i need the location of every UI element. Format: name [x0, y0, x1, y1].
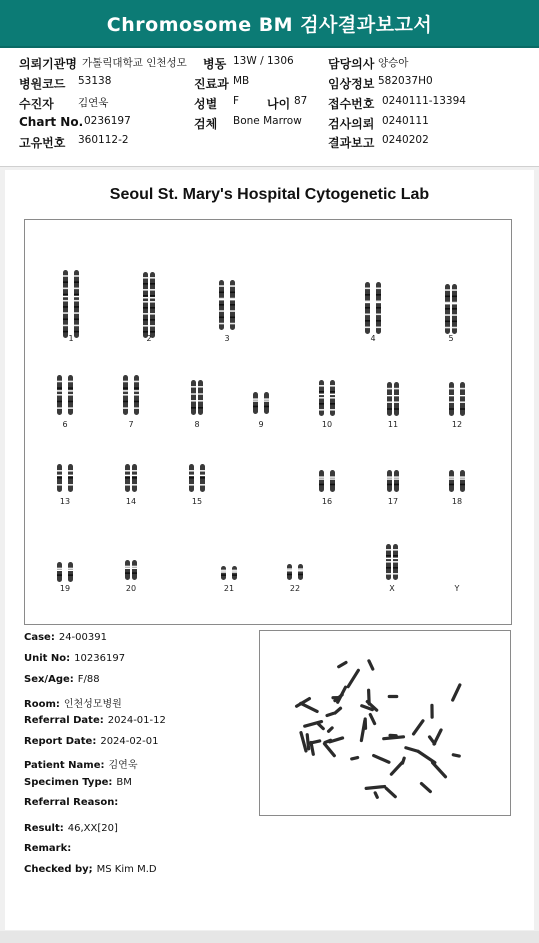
- chromosome-18-label: 18: [451, 497, 463, 506]
- report-header: [0, 0, 539, 48]
- metaphase-chromosome: [336, 660, 348, 669]
- chromosome-22-label: 22: [289, 584, 301, 593]
- metaphase-chromosome: [373, 791, 379, 800]
- age-label: 나이: [267, 97, 291, 111]
- specimen-type-line: [24, 777, 132, 788]
- report-date-value: 2024-02-01: [100, 736, 159, 747]
- chromosome-y-label: Y: [454, 584, 460, 593]
- request-label: 검사의뢰: [328, 117, 375, 131]
- metaphase-chromosome: [322, 741, 336, 758]
- chromosome-19-label: 19: [59, 584, 71, 593]
- result-value: 46,XX[20]: [67, 823, 118, 834]
- remark-label: Remark:: [24, 843, 72, 854]
- chromosome-2-pair: [136, 272, 162, 338]
- specimen-type-value: BM: [116, 777, 132, 788]
- case-line: [24, 632, 107, 643]
- report-date-line: [24, 736, 158, 747]
- metaphase-chromosome: [388, 734, 398, 738]
- dept-label: 진료과: [194, 77, 229, 91]
- info-row-3: [0, 95, 539, 115]
- report-sheet: [5, 170, 534, 930]
- metaphase-chromosome: [325, 711, 335, 717]
- checked-label: Checked by;: [24, 864, 93, 875]
- chromosome-12-pair: [444, 382, 470, 416]
- age-value: 87: [294, 95, 308, 107]
- chromosome-16-pair: [314, 470, 340, 492]
- chromosome-10-label: 10: [321, 420, 333, 429]
- chromosome-17-pair: [380, 470, 406, 492]
- patient-name-line: [24, 756, 137, 771]
- report-value: 0240202: [382, 134, 429, 146]
- karyotype-panel: [24, 219, 512, 625]
- chromosome-1-pair: [58, 270, 84, 338]
- metaphase-chromosome: [404, 746, 419, 753]
- chromosome-x-label: X: [389, 584, 395, 593]
- chromosome-8-label: 8: [194, 420, 200, 429]
- room-line: [24, 695, 122, 710]
- metaphase-chromosome: [451, 753, 461, 758]
- chromosome-10-pair: [314, 380, 340, 416]
- chart-value: 0236197: [84, 115, 131, 127]
- unique-label: 고유번호: [19, 136, 66, 150]
- chromosome-18-pair: [444, 470, 470, 492]
- case-value: 24-00391: [58, 632, 107, 643]
- accession-label: 접수번호: [328, 97, 375, 111]
- chromosome-13-label: 13: [59, 497, 71, 506]
- unique-value: 360112-2: [78, 134, 129, 146]
- sexage-value: F/88: [77, 674, 100, 685]
- patient-value: 김연욱: [78, 97, 109, 109]
- chromosome-14-pair: [118, 464, 144, 492]
- referral-reason-label: Referral Reason:: [24, 797, 119, 808]
- metaphase-chromosome: [336, 685, 348, 704]
- chromosome-17-label: 17: [387, 497, 399, 506]
- sex-value: F: [233, 95, 240, 107]
- chromosome-14-label: 14: [125, 497, 137, 506]
- metaphase-chromosome: [411, 719, 425, 737]
- horizontal-scrollbar[interactable]: [0, 931, 539, 943]
- chromosome-20-label: 20: [125, 584, 137, 593]
- referral-date-line: [24, 715, 166, 726]
- patient-name-value: 김연욱: [108, 760, 138, 771]
- hospital-code-value: 53138: [78, 75, 112, 87]
- metaphase-chromosome: [451, 683, 462, 702]
- metaphase-chromosome: [360, 719, 367, 743]
- metaphase-chromosome: [350, 756, 360, 761]
- chromosome-8-pair: [184, 380, 210, 415]
- checked-value: MS Kim M.D: [96, 864, 157, 875]
- chromosome-13-pair: [52, 464, 78, 492]
- chromosome-16-label: 16: [321, 497, 333, 506]
- metaphase-chromosome: [401, 756, 407, 765]
- ward-value: 13W / 1306: [233, 55, 294, 67]
- chromosome-3-label: 3: [224, 334, 230, 343]
- metaphase-chromosome: [430, 704, 433, 719]
- institution-label: 의뢰기관명: [19, 57, 77, 71]
- result-line: [24, 823, 118, 834]
- checked-line: [24, 864, 157, 875]
- info-row-4: [0, 115, 539, 135]
- chromosome-5-pair: [438, 284, 464, 334]
- chromosome-12-label: 12: [451, 420, 463, 429]
- specimen-value: Bone Marrow: [233, 115, 302, 127]
- room-label: Room:: [24, 699, 60, 710]
- lab-title: Seoul St. Mary's Hospital Cytogenetic Lab: [109, 186, 430, 203]
- metaphase-chromosome: [388, 695, 399, 698]
- chromosome-2-label: 2: [146, 334, 152, 343]
- report-date-label: Report Date:: [24, 736, 97, 747]
- specimen-label: 검체: [194, 117, 218, 131]
- chromosome-7-label: 7: [128, 420, 134, 429]
- sexage-label: Sex/Age:: [24, 674, 74, 685]
- chromosome-11-pair: [380, 382, 406, 416]
- metaphase-chromosome: [419, 781, 432, 793]
- chromosome-3-pair: [214, 280, 240, 330]
- chromosome-9-label: 9: [258, 420, 264, 429]
- unit-value: 10236197: [74, 653, 126, 664]
- remark-line: [24, 843, 75, 854]
- info-row-2: [0, 75, 539, 95]
- unit-line: [24, 653, 125, 664]
- sexage-line: [24, 674, 100, 685]
- chromosome-22-pair: [282, 564, 308, 580]
- metaphase-chromosome: [367, 659, 375, 671]
- unit-label: Unit No:: [24, 653, 71, 664]
- chromosome-5-label: 5: [448, 334, 454, 343]
- accession-value: 0240111-13394: [382, 95, 466, 107]
- referral-date-value: 2024-01-12: [107, 715, 166, 726]
- metaphase-chromosome: [326, 726, 334, 734]
- metaphase-spread: [260, 631, 510, 815]
- hospital-code-label: 병원코드: [19, 77, 66, 91]
- metaphase-chromosome: [430, 760, 447, 779]
- dept-value: MB: [233, 75, 250, 87]
- metaphase-image: [259, 630, 511, 816]
- metaphase-chromosome: [368, 712, 377, 725]
- request-value: 0240111: [382, 115, 429, 127]
- patient-label: 수진자: [19, 97, 54, 111]
- chromosome-9-pair: [248, 392, 274, 414]
- metaphase-chromosome: [367, 689, 371, 706]
- chromosome-4-label: 4: [370, 334, 376, 343]
- sex-label: 성별: [194, 97, 218, 111]
- chromosome-15-label: 15: [191, 497, 203, 506]
- report-title: Chromosome BM 검사결과보고서: [106, 13, 433, 36]
- chromosome-x-pair: [379, 544, 405, 580]
- chromosome-15-pair: [184, 464, 210, 492]
- chromosome-21-label: 21: [223, 584, 235, 593]
- metaphase-chromosome: [384, 786, 398, 799]
- clinical-label: 임상정보: [328, 77, 375, 91]
- metaphase-chromosome: [364, 785, 386, 790]
- referral-date-label: Referral Date:: [24, 715, 104, 726]
- chromosome-20-pair: [118, 560, 144, 580]
- metaphase-chromosome: [346, 668, 361, 689]
- case-label: Case:: [24, 632, 55, 643]
- ward-label: 병동: [203, 57, 227, 71]
- specimen-type-label: Specimen Type:: [24, 777, 113, 788]
- info-row-1: [0, 55, 539, 75]
- chromosome-11-label: 11: [387, 420, 399, 429]
- chromosome-21-pair: [216, 566, 242, 580]
- metaphase-chromosome: [372, 753, 391, 764]
- chromosome-6-label: 6: [62, 420, 68, 429]
- chromosome-6-pair: [52, 375, 78, 415]
- clinical-value: 582037H0: [378, 75, 433, 87]
- room-value: 인천성모병원: [63, 699, 122, 710]
- metaphase-chromosome: [308, 739, 322, 745]
- chromosome-19-pair: [52, 562, 78, 582]
- chart-label: Chart No.: [19, 115, 84, 129]
- patient-info-panel: [0, 48, 539, 167]
- patient-name-label: Patient Name:: [24, 760, 105, 771]
- chromosome-4-pair: [360, 282, 386, 334]
- chromosome-7-pair: [118, 375, 144, 415]
- result-label: Result:: [24, 823, 64, 834]
- info-row-5: [0, 134, 539, 154]
- metaphase-chromosome: [331, 696, 341, 699]
- chromosome-1-label: 1: [68, 334, 74, 343]
- doctor-label: 담당의사: [328, 57, 375, 71]
- institution-value: 가톨릭대학교 인천성모: [82, 57, 187, 69]
- doctor-value: 양승아: [378, 57, 409, 69]
- report-label: 결과보고: [328, 136, 375, 150]
- referral-reason-line: [24, 797, 122, 808]
